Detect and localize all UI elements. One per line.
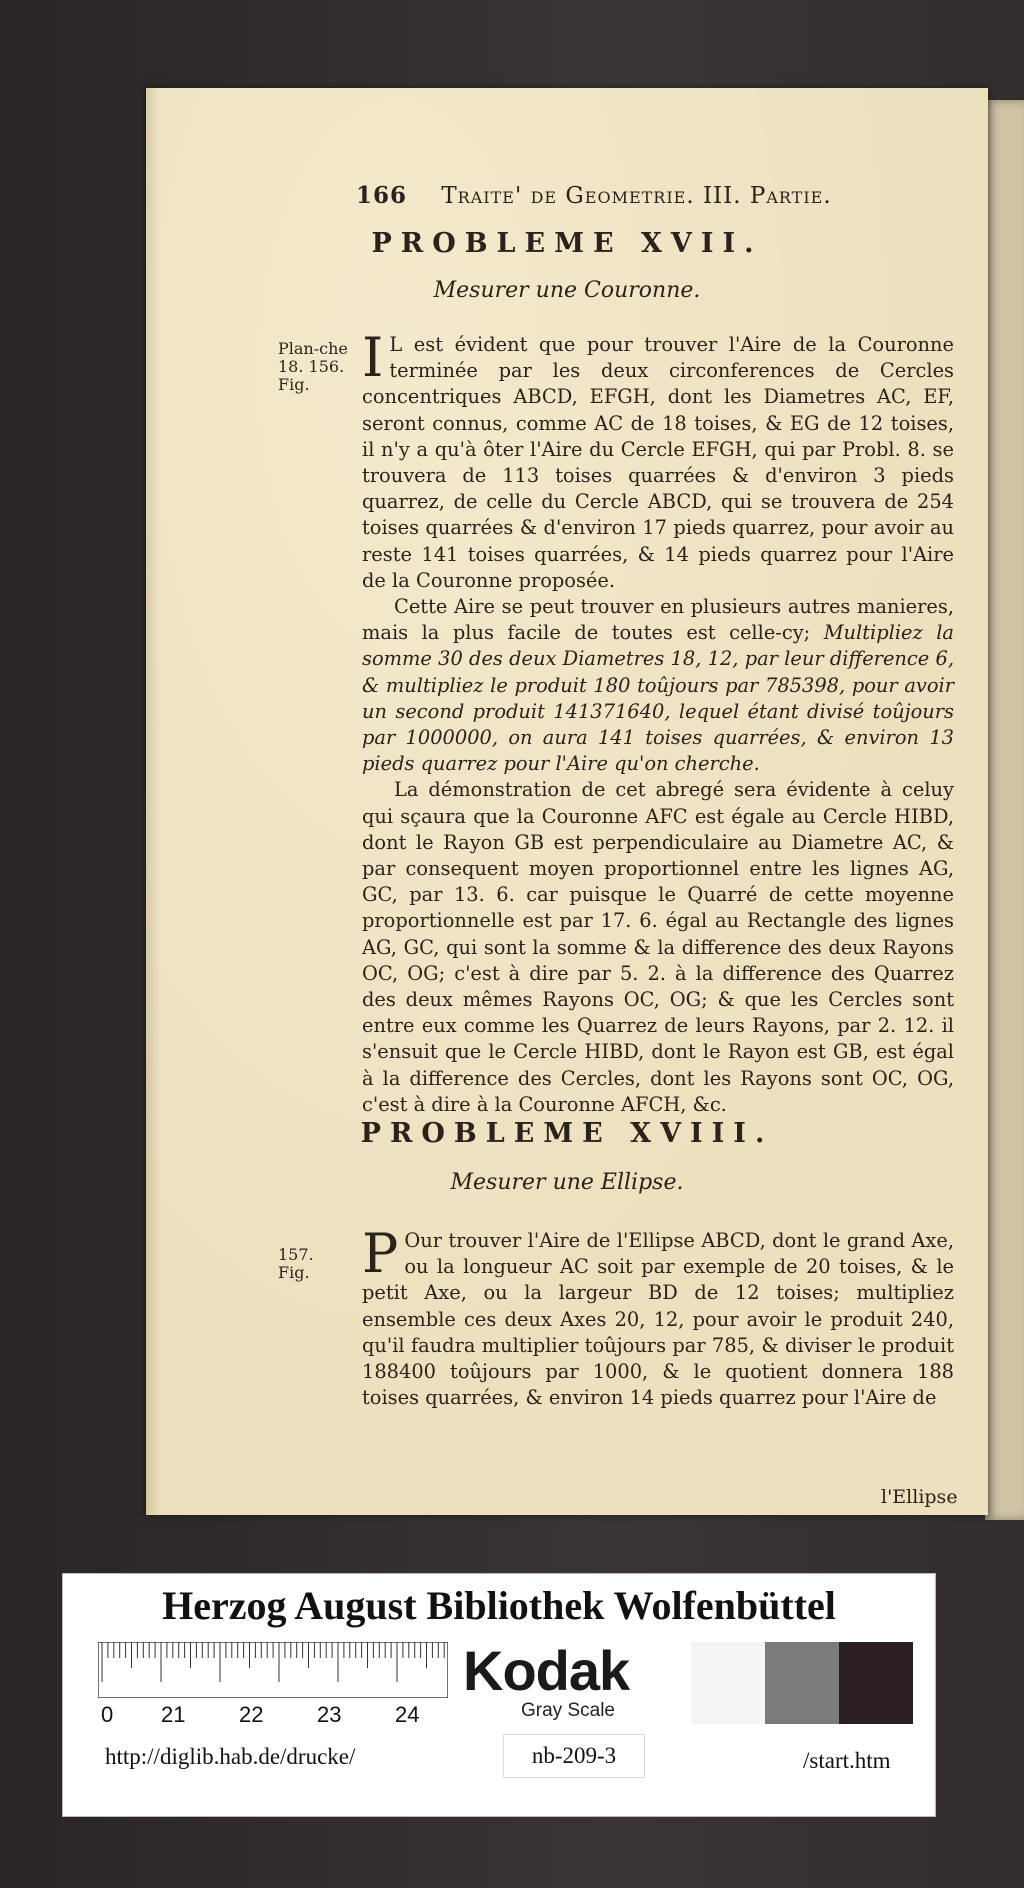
paragraph-text: La démonstration de cet abregé sera évidente à celuy qui sçaura que la Couronne AFC est égale au Cercle HIBD, dont le Rayon GB est perpendiculaire au Diametre AC, & par consequent moyen proportionnel entre les lignes AG, GC, par 13. 6. car puisque le Quarré de cette moyenne proportionnelle est par 17. 6. égal au Rectangle des lignes AG, GC, qui sont la somme & la difference des deux Rayons OC, OG; c'est à dire par 5. 2. à la difference des Quarrez des deux mêmes Rayons OC, OG; & que les Cercles sont entre eux comme les Quarrez de leurs Rayons, par 2. 12. il s'ensuit que le Cercle HIBD, dont le Rayon est GB, est égal à la difference des Cercles, dont les Rayons sont OC, OG, c'est à dire à la Couronne AFCH, &c.	[362, 778, 954, 1116]
catchword: l'Ellipse	[881, 1486, 958, 1508]
gray-swatch-mid	[765, 1642, 839, 1724]
paragraph	[362, 777, 954, 1118]
ruler-scale	[98, 1642, 448, 1698]
problem-18-body	[362, 1222, 954, 1411]
gray-swatch-white	[691, 1642, 765, 1724]
paragraph	[362, 594, 954, 777]
problem-18-title: PROBLEME XVIII.	[360, 1118, 774, 1149]
ruler-label: 24	[395, 1702, 420, 1727]
url-suffix: /start.htm	[803, 1748, 891, 1773]
paragraph-italic-text: Multipliez la somme 30 des deux Diametres 18, 12, par leur difference 6, & multipliez le produit 180 toûjours par 785398, pour avoir un second produit 141371640, lequel étant divisé toûjours par 1000000, on aura 141 toises quarrées, & environ 13 pieds quarrez pour l'Aire qu'on cherche.	[362, 621, 954, 776]
facing-page-edge	[985, 100, 1024, 1520]
gray-swatch-black	[839, 1642, 913, 1724]
paragraph	[362, 1222, 954, 1411]
gray-scale-label: Gray Scale	[521, 1700, 615, 1721]
ruler-label: 22	[239, 1702, 264, 1727]
ruler-label: 0	[101, 1702, 114, 1727]
paragraph	[362, 326, 954, 594]
paragraph-text: Our trouver l'Aire de l'Ellipse ABCD, dont le grand Axe, ou la longueur AC soit par exemple de 20 toises, & le petit Axe, ou la largeur BD de 12 toises; multipliez ensemble ces deux Axes 20, 12, pour avoir le produit 240, qu'il faudra multiplier toûjours par 785, & diviser le produit 188400 toûjours par 1000, & le quotient donnera 188 toises quarrées, & environ 14 pieds quarrez pour l'Aire de	[362, 1229, 954, 1410]
book-page	[146, 88, 988, 1515]
problem-18-subtitle: Mesurer une Ellipse.	[450, 1170, 684, 1195]
problem-17-subtitle: Mesurer une Couronne.	[433, 278, 701, 303]
drop-cap: I	[362, 326, 384, 389]
library-name: Herzog August Bibliothek Wolfenbüttel	[162, 1583, 836, 1628]
problem-17-body	[362, 326, 954, 1118]
kodak-logo: Kodak	[463, 1639, 630, 1702]
paragraph-text: Cette Aire se peut trouver en plusieurs autres manieres, mais la plus facile de toutes est celle-cy;	[362, 595, 954, 645]
problem-17-title: PROBLEME XVII.	[371, 228, 763, 259]
ruler-label: 23	[317, 1702, 342, 1727]
paragraph-text: L est évident que pour trouver l'Aire de la Couronne terminée par les deux circonferences de Cercles concentriques ABCD, EFGH, dont les Diametres AC, EF, seront connus, comme AC de 18 toises, & EG de 12 toises, il n'y a qu'à ôter l'Aire du Cercle EFGH, qui par Probl. 8. se trouvera de 113 toises quarrées & d'environ 3 pieds quarrez, de celle du Cercle ABCD, qui se trouvera de 254 toises quarrées & d'environ 17 pieds quarrez, pour avoir au reste 141 toises quarrées, & 14 pieds quarrez pour l'Aire de la Couronne proposée.	[362, 333, 954, 592]
drop-cap: P	[362, 1222, 399, 1285]
url-base: http://diglib.hab.de/drucke/	[105, 1744, 356, 1769]
margin-note-figure: 157. Fig.	[278, 1245, 314, 1282]
shelfmark-label: nb-209-3	[503, 1734, 645, 1778]
margin-note-plate: Plan-che 18. 156. Fig.	[278, 339, 348, 394]
running-head	[356, 182, 956, 209]
color-target-card	[62, 1573, 936, 1817]
running-title: Traite' de Geometrie. III. Partie.	[441, 183, 832, 209]
ruler-label: 21	[161, 1702, 186, 1727]
page-number: 166	[356, 182, 408, 209]
